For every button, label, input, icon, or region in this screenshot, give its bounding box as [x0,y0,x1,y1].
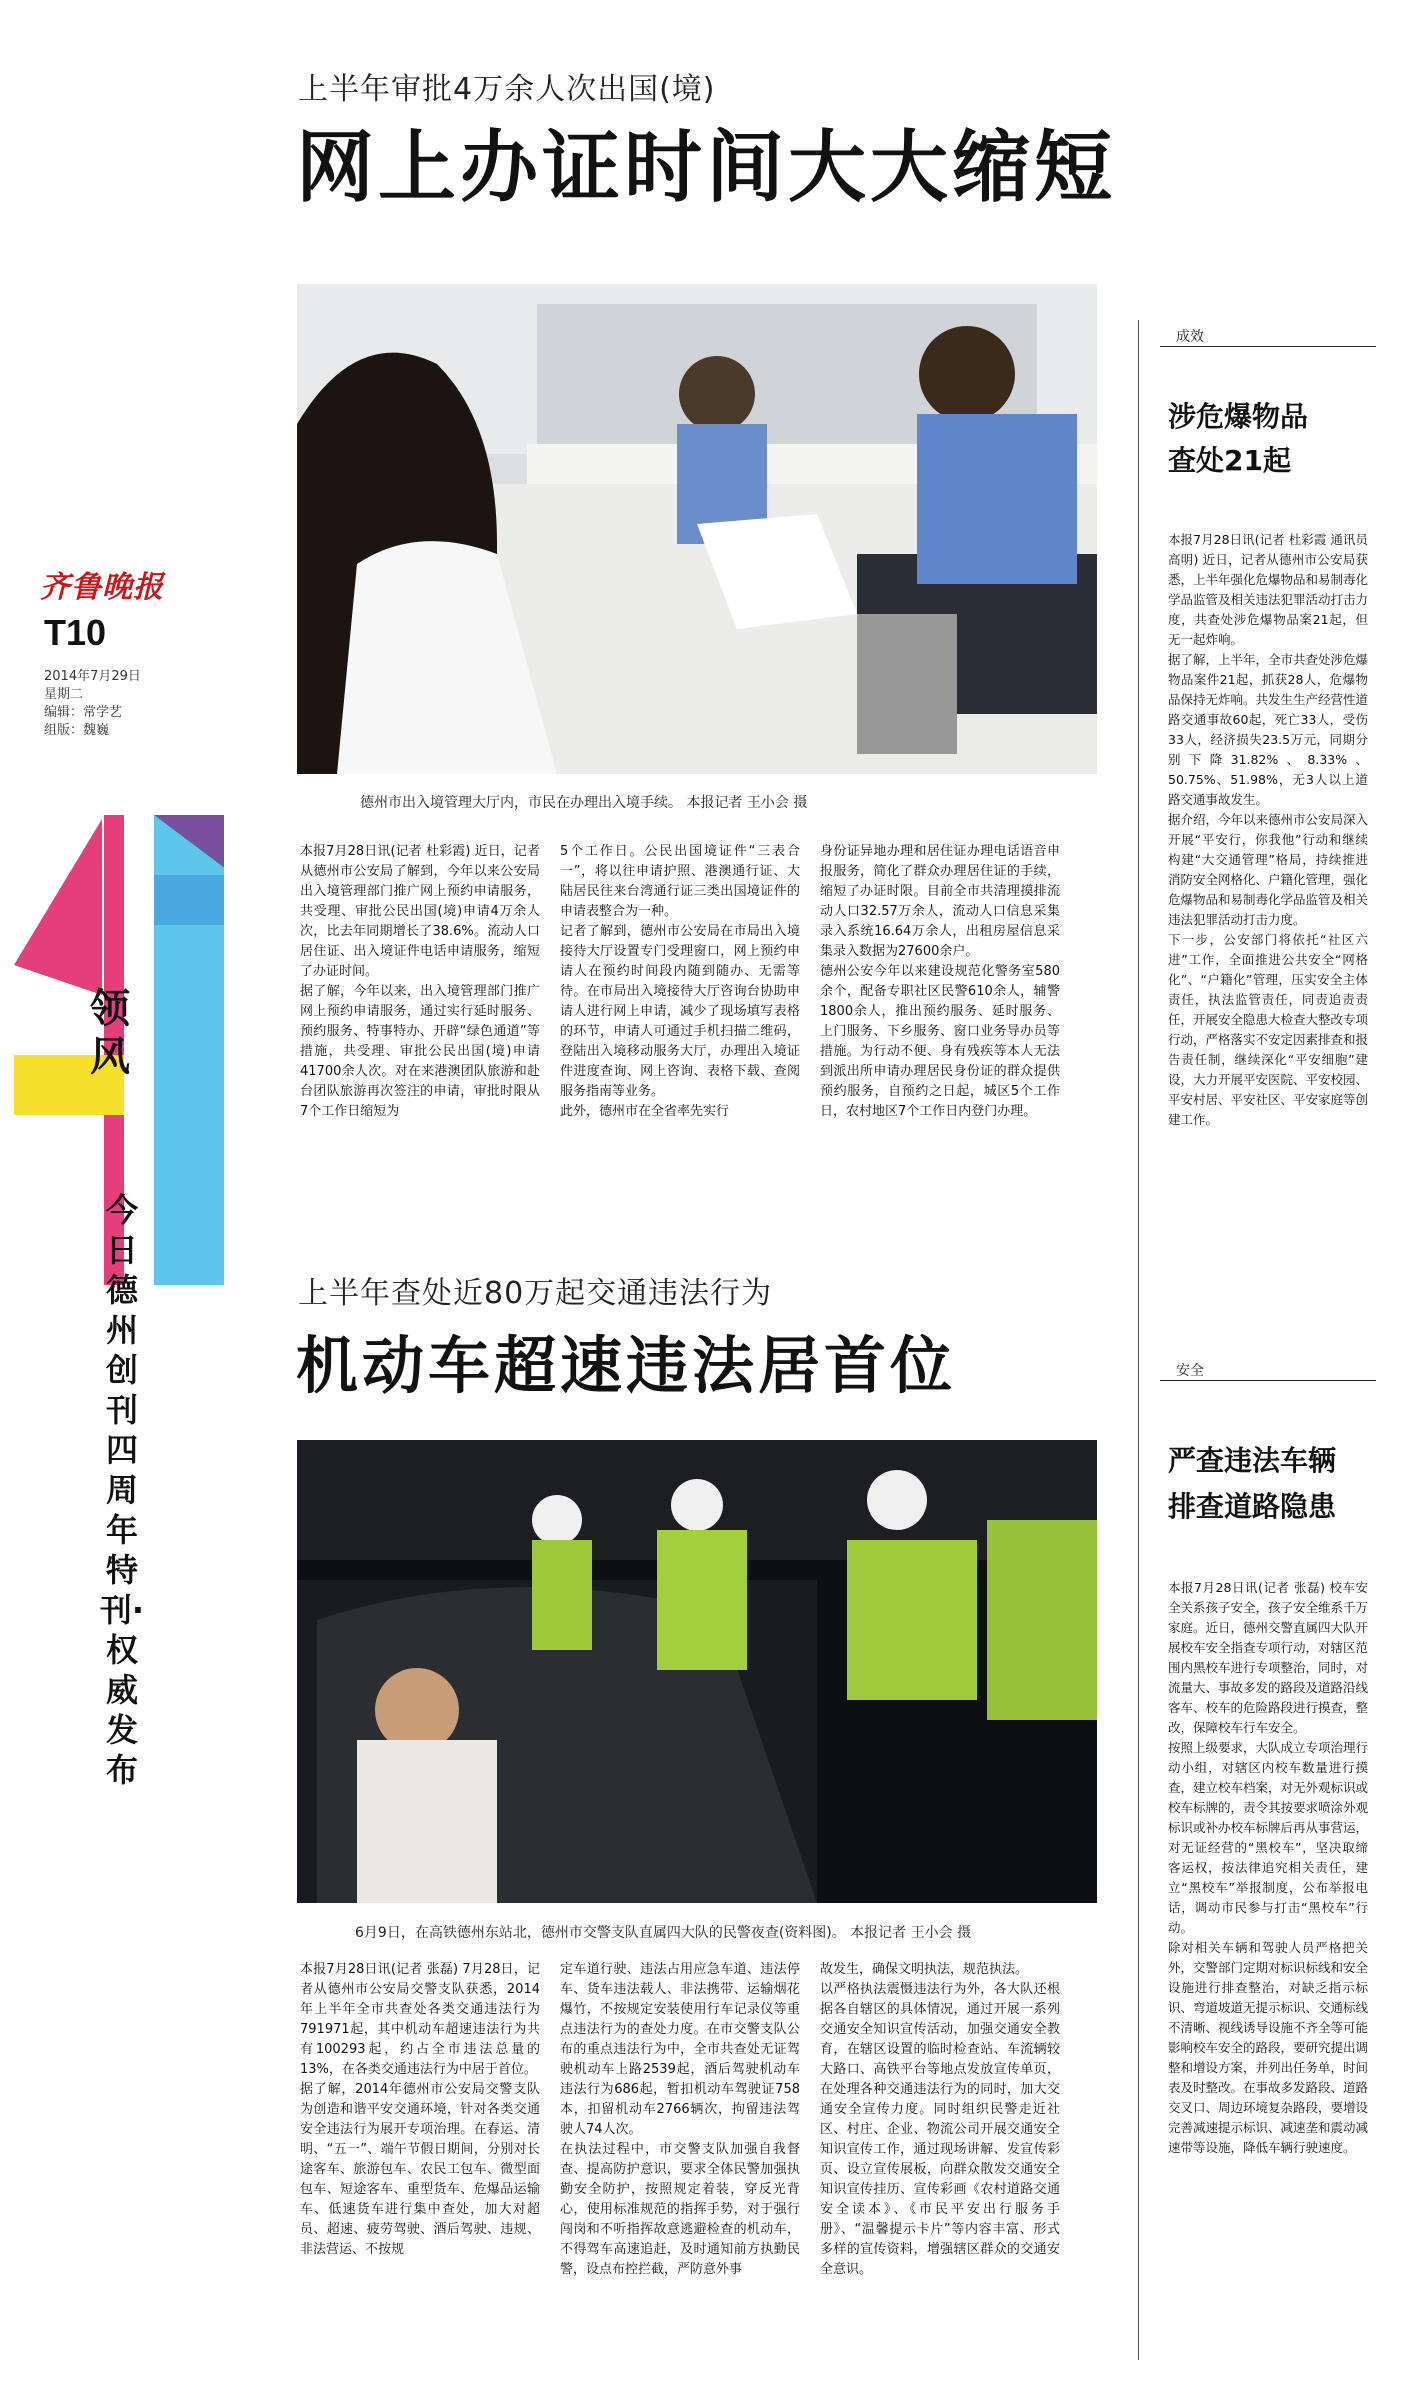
side2-tag: 安全 [1160,1360,1376,1381]
article1-column-2: 5个工作日。公民出国境证件“三表合一”，将以往申请护照、港澳通行证、大陆居民往来台湾通行证三类出国境证件的申请表整合为一种。 记者了解到，德州市公安局在市局出入境接待大厅设置专门受理窗口，网上预约申请人在预约时间段内随到随办、无需等待。在市局出入境接待大厅咨询台协助申请人进行网上申请，减少了现场填写表格的环节，申请人可通过手机扫描二维码，登陆出入境移动服务大厅，办理出入境证件进度查询、网上咨询、表格下载、查阅服务指南等业务。 此外，德州市在全省率先实行 [560,844,800,1119]
article2-headline: 机动车超速违法居首位 [296,1329,957,1402]
article1-caption: 德州市出入境管理大厅内，市民在办理出入境手续。 本报记者 王小会 摄 [360,795,808,811]
article1-column-3: 身份证异地办理和居住证办理电话语音申报服务，简化了群众办理居住证的手续，缩短了办证时限。目前全市共清理摸排流动人口32.57万余人，流动人口信息采集录入系统16.64万余人，出租房屋信息采集录入数据为27600余户。 德州公安今年以来建设规范化警务室580余个，配备专职社区民警610余人，辅警1800余人，推出预约服务、延时服务、上门服务、下乡服务、窗口业务导办员等措施。为行动不便、身有残疾等本人无法到派出所申请办理居民身份证的群众提供预约服务，自预约之日起，城区5个工作日，农村地区7个工作日内登门办理。 [820,844,1060,1119]
page-meta [44,668,141,740]
article2-photo [297,1440,1097,1903]
article1-headline: 网上办证时间大大缩短 [296,123,1117,213]
article2-column-1: 本报7月28日讯(记者 张磊) 7月28日，记者从德州市公安局交警支队获悉，2014年上半年全市共查处各类交通违法行为791971起，其中机动车超速违法行为共有100293起，约占全市违法总量的13%，在各类交通违法行为中居于首位。 据了解，2014年德州市公安局交警支队为创造和谐平安交通环境，针对各类交通安全违法行为展开专项治理。在春运、清明、“五一”、端午节假日期间，分别对长途客车、旅游包车、农民工包车、微型面包车、短途客车、重型货车、危爆品运输车、低速货车进行集中查处，加大对超员、超速、疲劳驾驶、酒后驾驶、违规、非法营运、不按规 [300,1962,540,2257]
issue-date: 2014年7月29日 [44,669,141,684]
sidebar-divider [1138,320,1139,2360]
article1-column-1: 本报7月28日讯(记者 杜彩霞) 近日，记者从德州市公安局了解到，今年以来公安局出入境管理部门推广网上预约申请服务，共受理、审批公民出国(境)申请4万余人次，比去年同期增长了38.6%。流动人口居住证、出入境证件电话申请服务，缩短了办证时间。 据了解，今年以来，出入境管理部门推广网上预约申请服务，通过实行延时服务、预约服务、特事特办、开辟“绿色通道”等措施，共受理、审批公民出国(境)申请41700余人次。对在来港澳团队旅游和赴台团队旅游再次签注的申请，审批时限从7个工作日缩短为 [300,844,540,1119]
issue-weekday: 星期二 [44,687,84,702]
side2-body: 本报7月28日讯(记者 张磊) 校车安全关系孩子安全，孩子安全维系千万家庭。近日，德州交警直属四大队开展校车安全指查专项行动，对辖区范围内黑校车进行专项整治，同时，对流量大、事故多发的路段及道路沿线客车、校车的危险路段进行摸查，整改，保障校车行车安全。 按照上级要求，大队成立专项治理行动小组，对辖区内校车数量进行摸查，建立校车档案，对无外观标识或校车标牌的，责令其按要求喷涂外观标识或补办校车标牌后再从事营运，对无证经营的“黑校车”，坚决取缔客运权，按法律追究相关责任，建立“黑校车”举报制度，公布举报电话，调动市民参与打击“黑校车”行动。 除对相关车辆和驾驶人员严格把关外，交警部门定期对标识标线和安全设施进行排查整治，对缺乏指示标识、弯道坡道无提示标识、交通标线不清晰、视线诱导设施不齐全等可能影响校车安全的路段，要研究提出调整和增设方案，并列出任务单，时间表及时整改。在事故多发路段、道路交叉口、周边环境复杂路段，要增设完善减速提示标识、减速垄和震动减速带等设施，降低车辆行驶速度。 [1168,1580,1369,2155]
article1-subtitle: 上半年审批4万余人次出国(境) [298,72,716,107]
article2-subtitle: 上半年查处近80万起交通违法行为 [298,1276,773,1311]
side2-headline-line1: 严查违法车辆 [1168,1444,1337,1477]
editor-credit: 编辑：常学艺 [44,705,123,720]
article2-caption: 6月9日，在高铁德州东站北，德州市交警支队直属四大队的民警夜查(资料图)。 本报记者 王小会 摄 [355,1925,972,1941]
layout-credit: 组版：魏巍 [44,723,110,738]
article1-photo [297,284,1097,774]
side1-body: 本报7月28日讯(记者 杜彩霞 通讯员 高明) 近日，记者从德州市公安局获悉，上半年强化危爆物品和易制毒化学品监管及相关违法犯罪活动打击力度，共查处涉危爆物品案21起，但无一起炸响。 据了解，上半年，全市共查处涉危爆物品案件21起，抓获28人，危爆物品保持无炸响。共发生生产经营性道路交通事故60起，死亡33人，受伤33人，经济损失23.5万元，同期分别下降31.82%、8.33%、50.75%、51.98%，无3人以上道路交通事故发生。 据介绍，今年以来德州市公安局深入开展“平安行，你我他”行动和继续构建“大交通管理”格局，持续推进消防安全网格化、户籍化管理，强化危爆物品和易制毒化学品监管及相关违法犯罪活动打击力度。 下一步，公安部门将依托“社区六进”工作，全面推进公共安全“网格化”、“户籍化”管理，压实安全主体责任，执法监管责任，同责追责责任，开展安全隐患大检查大整改专项行动，严格落实不安定因素排查和报告责任制，继续深化“平安细胞”建设，大力开展平安医院、平安校园、平安村居、平安社区、平安家庭等创建工作。 [1168,532,1369,1127]
article2-column-3: 故发生，确保文明执法，规范执法。 以严格执法震慑违法行为外，各大队还根据各自辖区的具体情况，通过开展一系列交通安全知识宣传活动，加强交通安全教育，在辖区设置的临时检查站、车流辆较大路口、高铁平台等地点发放宣传单页，在处理各种交通违法行为的同时，加大交通安全宣传力度。同时组织民警走近社区、村庄、企业、物流公司开展交通安全知识宣传工作，通过现场讲解、发宣传彩页、设立宣传展板，向群众散发交通安全知识宣传挂历、宣传彩画《农村道路交通安全读本》、《市民平安出行服务手册》、“温馨提示卡片”等内容丰富、形式多样的宣传资料，增强辖区群众的交通安全意识。 [820,1962,1060,2277]
side2-headline-line2: 排查道路隐患 [1168,1490,1337,1523]
special-issue-vertical-title: 今日德州创刊四周年特刊·权威发布 [99,1191,145,1789]
side1-tag: 成效 [1160,326,1376,347]
article2-column-2: 定车道行驶、违法占用应急车道、违法停车、货车违法载人、非法携带、运输烟花爆竹，不按规定安装使用行车记录仪等重点违法行为的查处力度。在市交警支队公布的重点违法行为中，全市共查处无证驾驶机动车上路2539起，酒后驾驶机动车违法行为686起，暂扣机动车驾驶证758本，扣留机动车2766辆次，拘留违法驾驶人74人次。 在执法过程中，市交警支队加强自我督查、提高防护意识，要求全体民警加强执勤安全防护，按照规定着装，穿反光背心，使用标准规范的指挥手势，对于强行闯岗和不听指挥故意逃避检查的机动车，不得驾车高速追赶，及时通知前方执勤民警，设点布控拦截，严防意外事 [560,1962,800,2277]
newspaper-logo: 齐鲁晚报 [40,570,164,605]
side1-headline-line1: 涉危爆物品 [1168,400,1309,433]
section-label: 领风 [90,986,130,1080]
side1-headline-line2: 查处21起 [1168,444,1291,477]
page-number: T10 [44,612,107,653]
